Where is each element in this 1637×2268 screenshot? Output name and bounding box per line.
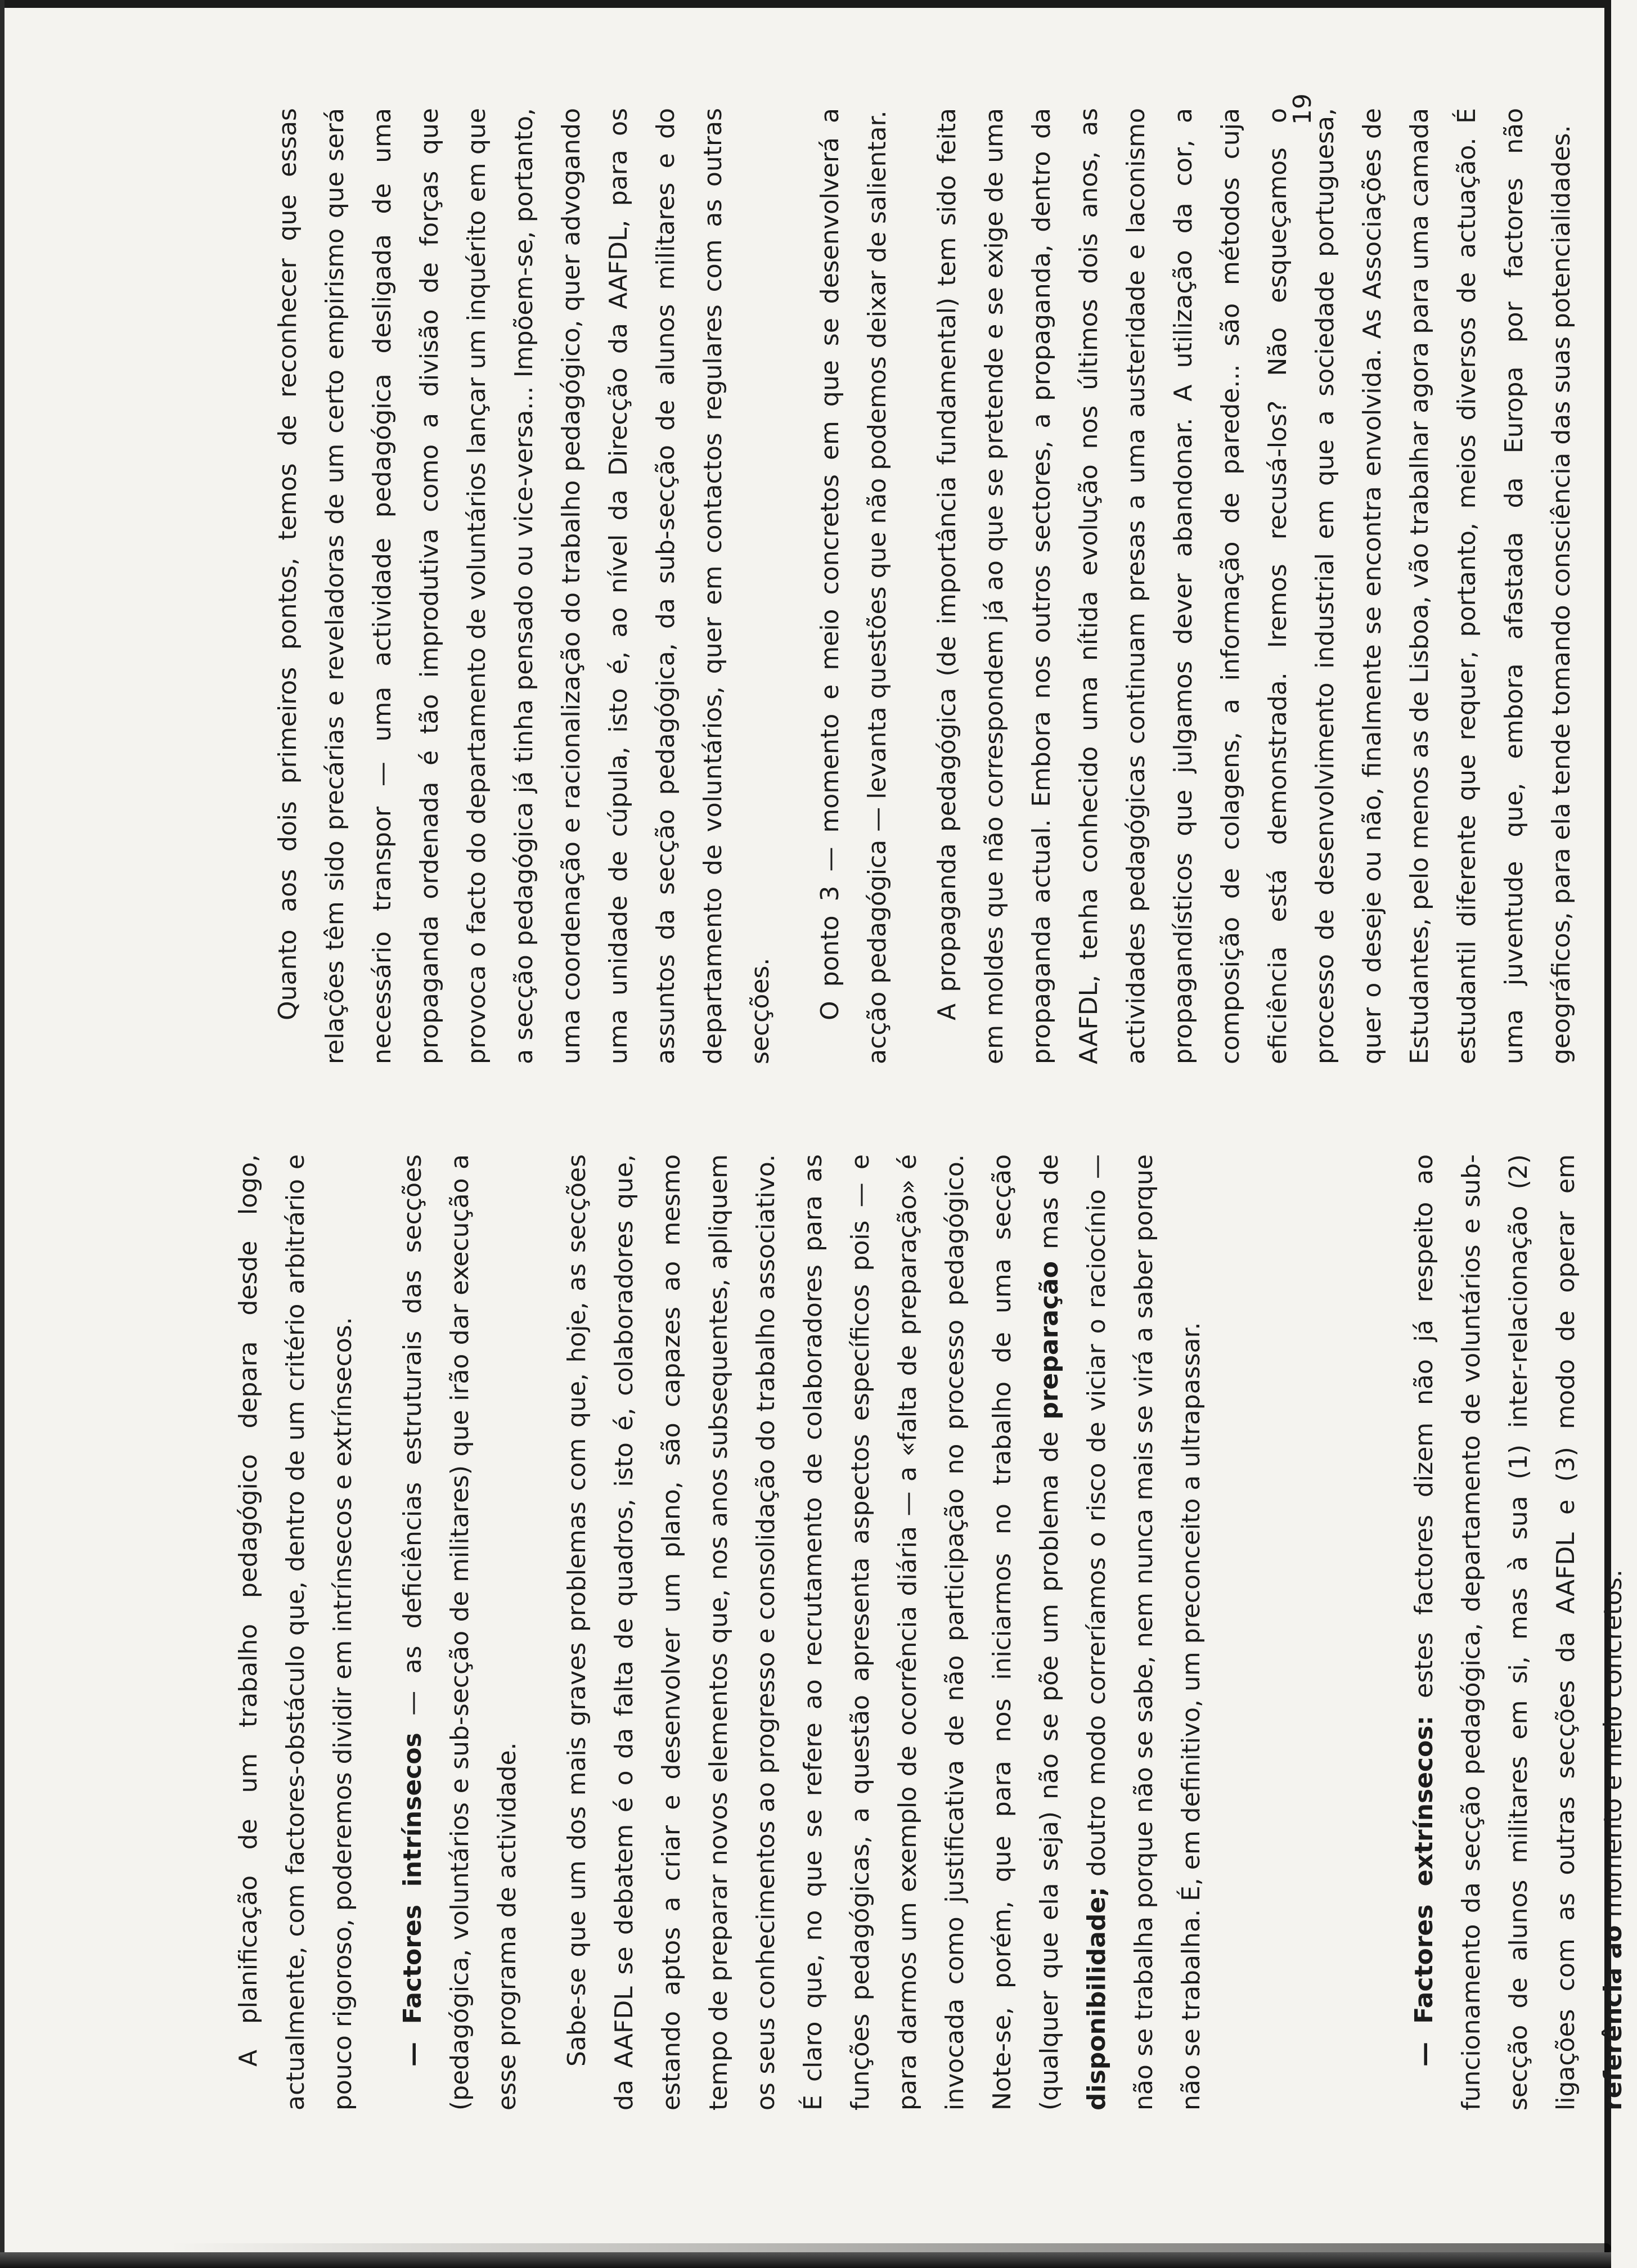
left-column — [225, 1154, 1637, 2110]
right-column — [264, 108, 1585, 1064]
paragraph-staff-shortage: Sabe-se que um dos mais graves problemas com que, hoje, as secções da AAFDL se debatem é o da falta de quadros, isto é, colaboradores que, estando aptos a criar e desenvolver um plano, são capazes ao mesmo tempo de preparar novos elementos que, nos anos subsequentes, apliquem os seus conhecimentos ao progresso e consolidação do trabalho associativo. É claro que, no que se refere ao recrutamento de colaboradores para as funções pedagógicas, a questão apresenta aspectos específicos pois — e para darmos um exemplo de ocorrência diária — a «falta de preparação» é invocada como justificativa de não participação no processo pedagógico. Note-se, porém, que para nos iniciarmos no trabalho de uma secção (qualquer que ela seja) não se põe um problema de preparação mas de disponibilidade; doutro modo correríamos o risco de viciar o raciocínio — não se trabalha porque não se sabe, nem nunca mais se virá a saber porque não se trabalha. É, em definitivo, um preconceito a ultrapassar. — [563, 1154, 1206, 2110]
paragraph-point-three: O ponto 3 — momento e meio concretos em que se desenvolverá a acção pedagógica — levanta questões que não podemos deixar de salientar. — [816, 108, 892, 1064]
paragraph-coordination: Quanto aos dois primeiros pontos, temos de reconhecer que essas relações têm sido precárias e reveladoras de um certo empirismo que será necessário transpor — uma actividade pedagógica desligada de uma propaganda ordenada é tão improdutiva como a divisão de forças que provoca o facto do departamento de voluntários lançar um inquérito em que a secção pedagógica já tinha pensado ou vice-versa... Impõem-se, portanto, uma coordenação e racionalização do trabalho pedagógico, quer advogando uma unidade de cúpula, isto é, ao nível da Direcção da AAFDL, para os assuntos da secção pedagógica, da sub-secção de alunos militares e do departamento de voluntários, quer em contactos regulares com as outras secções. — [273, 108, 775, 1064]
intrinsic-factors-heading: — Factores intrínsecos — [398, 1732, 427, 2067]
page-number: 19 — [1288, 93, 1317, 125]
extrinsic-factors-heading: — Factores extrínsecos: — [1410, 1715, 1438, 2067]
paragraph-intrinsic-factors: — Factores intrínsecos — as deficiências estruturais das secções (pedagógica, voluntários e sub-secção de militares) que irão dar execução a esse programa de actividade. — [398, 1154, 521, 2110]
paragraph-propaganda: A propaganda pedagógica (de importância fundamental) tem sido feita em moldes que não correspondem já ao que se pretende e se exige de uma propaganda actual. Embora nos outros sectores, a propaganda, dentro da AAFDL, tenha conhecido uma nítida evolução nos últimos dois anos, as actividades pedagógicas continuam presas a uma austeridade e laconismo propagandísticos que julgamos dever abandonar. A utilização da cor, a composição de colagens, a informação de parede... são métodos cuja eficiência está demonstrada. Iremos recusá-los? Não esqueçamos o processo de desenvolvimento industrial em que a sociedade portuguesa, quer o deseje ou não, finalmente se encontra envolvida. As Associações de Estudantes, pelo menos as de Lisboa, vão trabalhar agora para uma camada estudantil diferente que requer, portanto, meios diversos de actuação. É uma juventude que, embora afastada da Europa por factores não geográficos, para ela tende tomando consciência das suas potencialidades. — [933, 108, 1576, 1064]
paragraph-extrinsic-factors: — Factores extrínsecos: estes factores dizem não já respeito ao funcionamento da secção pedagógica, departamento de voluntários e sub-secção de alunos militares em si, mas à sua (1) inter-relacionação (2) ligações com as outras secções da AAFDL e (3) modo de operar em referência ao momento e meio concretos. — [1410, 1154, 1627, 2110]
paragraph-intro: A planificação de um trabalho pedagógico depara desde logo, actualmente, com factores-obstáculo que, dentro de um critério arbitrário e pouco rigoroso, poderemos dividir em intrínsecos e extrínsecos. — [234, 1154, 357, 2110]
